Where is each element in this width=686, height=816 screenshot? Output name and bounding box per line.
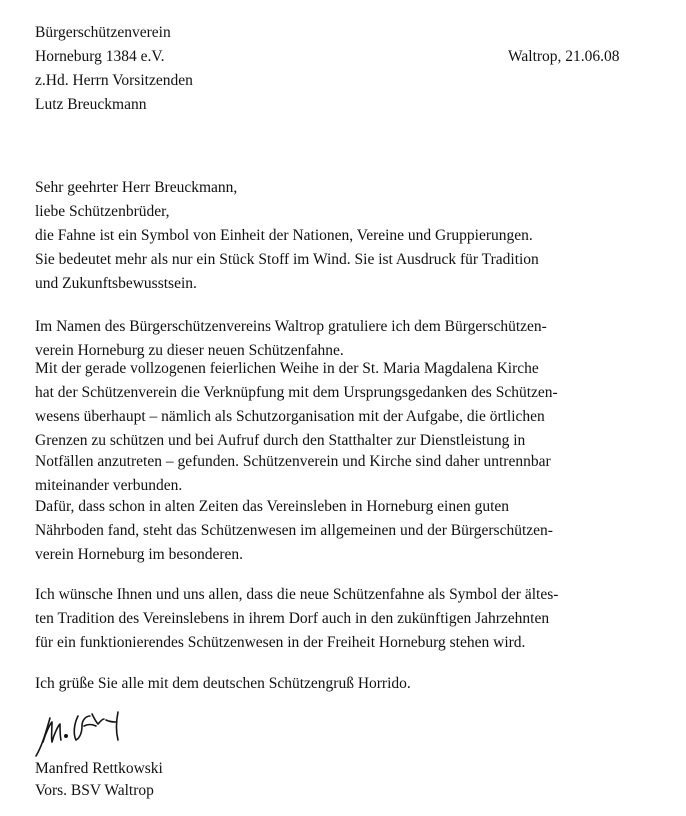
- paragraph-3-line: ten Tradition des Vereinslebens in ihrem Dorf auch in den zukünftigen Jahrzehnten: [35, 610, 550, 627]
- paragraph-2-line: Im Namen des Bürgerschützenvereins Waltrop gratuliere ich dem Bürgerschützen-: [35, 318, 547, 335]
- paragraph-1-line: die Fahne ist ein Symbol von Einheit der Nationen, Vereine und Gruppierungen.: [35, 227, 533, 244]
- paragraph-2-line: miteinander verbunden.: [35, 477, 183, 494]
- sender-line-4: Lutz Breuckmann: [35, 96, 147, 113]
- sender-line-2: Horneburg 1384 e.V.: [35, 48, 165, 65]
- signature-name: Manfred Rettkowski: [35, 760, 163, 777]
- paragraph-1-line: Sie bedeutet mehr als nur ein Stück Stoff im Wind. Sie ist Ausdruck für Tradition: [35, 251, 539, 268]
- paragraph-2-line: Dafür, dass schon in alten Zeiten das Vereinsleben in Horneburg einen guten: [35, 498, 510, 515]
- paragraph-2-line: hat der Schützenverein die Verknüpfung mit dem Ursprungsgedanken des Schützen-: [35, 384, 558, 401]
- closing-line: Ich grüße Sie alle mit dem deutschen Schützengruß Horrido.: [35, 675, 411, 692]
- salutation-line-1: Sehr geehrter Herr Breuckmann,: [35, 179, 238, 196]
- paragraph-2-line: wesens überhaupt – nämlich als Schutzorganisation mit der Aufgabe, die örtlichen: [35, 408, 545, 425]
- signature-title: Vors. BSV Waltrop: [35, 782, 154, 799]
- paragraph-2-line: verein Horneburg zu dieser neuen Schützenfahne.: [35, 342, 344, 359]
- place-date: Waltrop, 21.06.08: [508, 48, 620, 65]
- paragraph-2-line: Nährboden fand, steht das Schützenwesen im allgemeinen und der Bürgerschützen-: [35, 522, 553, 539]
- paragraph-2-line: Notfällen anzutreten – gefunden. Schützenverein und Kirche sind daher untrennbar: [35, 453, 551, 470]
- paragraph-3-line: für ein funktionierendes Schützenwesen in der Freiheit Horneburg stehen wird.: [35, 634, 526, 651]
- paragraph-2-line: verein Horneburg im besonderen.: [35, 546, 244, 563]
- salutation-line-2: liebe Schützenbrüder,: [35, 203, 170, 220]
- paragraph-2-line: Mit der gerade vollzogenen feierlichen Weihe in der St. Maria Magdalena Kirche: [35, 360, 539, 377]
- handwritten-signature: [30, 702, 160, 760]
- paragraph-3-line: Ich wünsche Ihnen und uns allen, dass die neue Schützenfahne als Symbol der ältes-: [35, 586, 559, 603]
- paragraph-2-line: Grenzen zu schützen und bei Aufruf durch den Statthalter zur Dienstleistung in: [35, 432, 526, 449]
- sender-line-3: z.Hd. Herrn Vorsitzenden: [35, 72, 193, 89]
- paragraph-1-line: und Zukunftsbewusstsein.: [35, 275, 197, 292]
- sender-line-1: Bürgerschützenverein: [35, 24, 171, 41]
